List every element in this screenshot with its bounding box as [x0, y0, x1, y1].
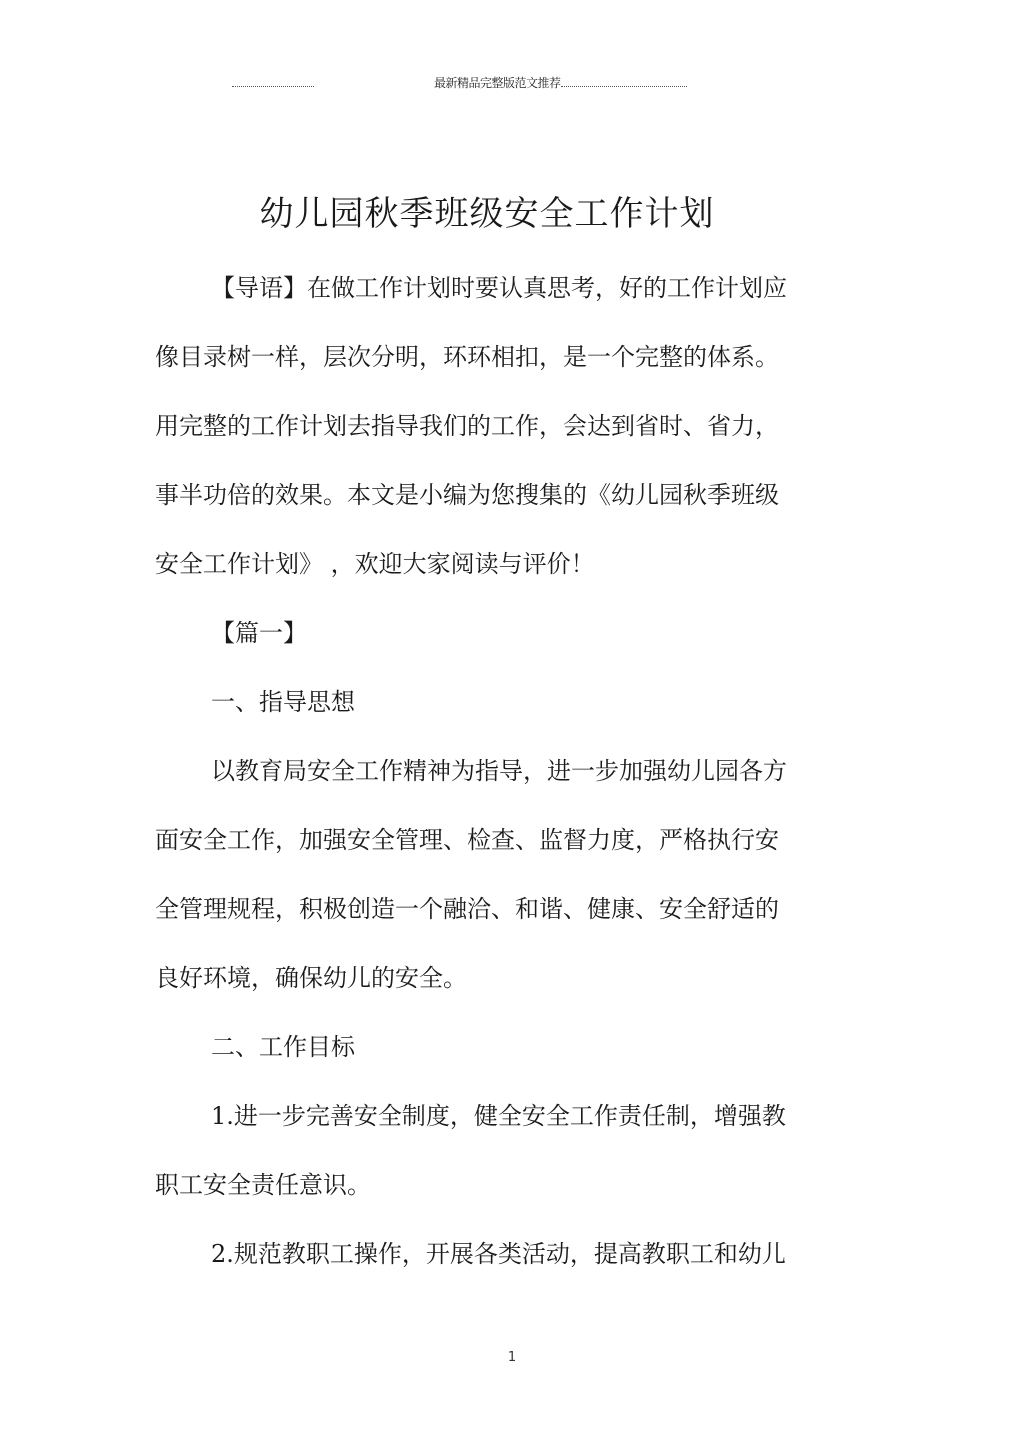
document-title: 幼儿园秋季班级安全工作计划 — [259, 194, 715, 234]
goal-1-line-1: 1.进一步完善安全制度，健全安全工作责任制，增强教 — [211, 1102, 786, 1130]
goal-2-line-1: 2.规范教职工操作，开展各类活动，提高教职工和幼儿 — [211, 1240, 786, 1268]
intro-line-5: 安全工作计划》 ，欢迎大家阅读与评价！ — [155, 550, 595, 578]
intro-line-4: 事半功倍的效果。本文是小编为您搜集的《幼儿园秋季班级 — [155, 481, 779, 509]
intro-line-2: 像目录树一样，层次分明，环环相扣，是一个完整的体系。 — [155, 343, 779, 371]
header-dotted-rule-right — [561, 86, 687, 87]
page-header — [232, 72, 687, 92]
heading-guiding-ideology: 一、指导思想 — [211, 688, 355, 716]
intro-line-1: 【导语】在做工作计划时要认真思考，好的工作计划应 — [211, 274, 787, 302]
guiding-line-1: 以教育局安全工作精神为指导，进一步加强幼儿园各方 — [211, 757, 787, 785]
guiding-line-2: 面安全工作，加强安全管理、检查、监督力度，严格执行安 — [155, 826, 779, 854]
goal-1-line-2: 职工安全责任意识。 — [155, 1171, 371, 1199]
guiding-line-4: 良好环境，确保幼儿的安全。 — [155, 964, 467, 992]
heading-work-goals: 二、工作目标 — [211, 1033, 355, 1061]
document-body — [155, 254, 800, 1289]
page-number: 1 — [507, 1350, 517, 1365]
intro-line-3: 用完整的工作计划去指导我们的工作，会达到省时、省力， — [155, 412, 779, 440]
guiding-line-3: 全管理规程，积极创造一个融洽、和谐、健康、安全舒适的 — [155, 895, 779, 923]
header-dotted-rule-left — [232, 86, 314, 87]
section-heading-part-one: 【篇一】 — [211, 619, 307, 647]
header-text: 最新精品完整版范文推荐 — [434, 75, 561, 90]
